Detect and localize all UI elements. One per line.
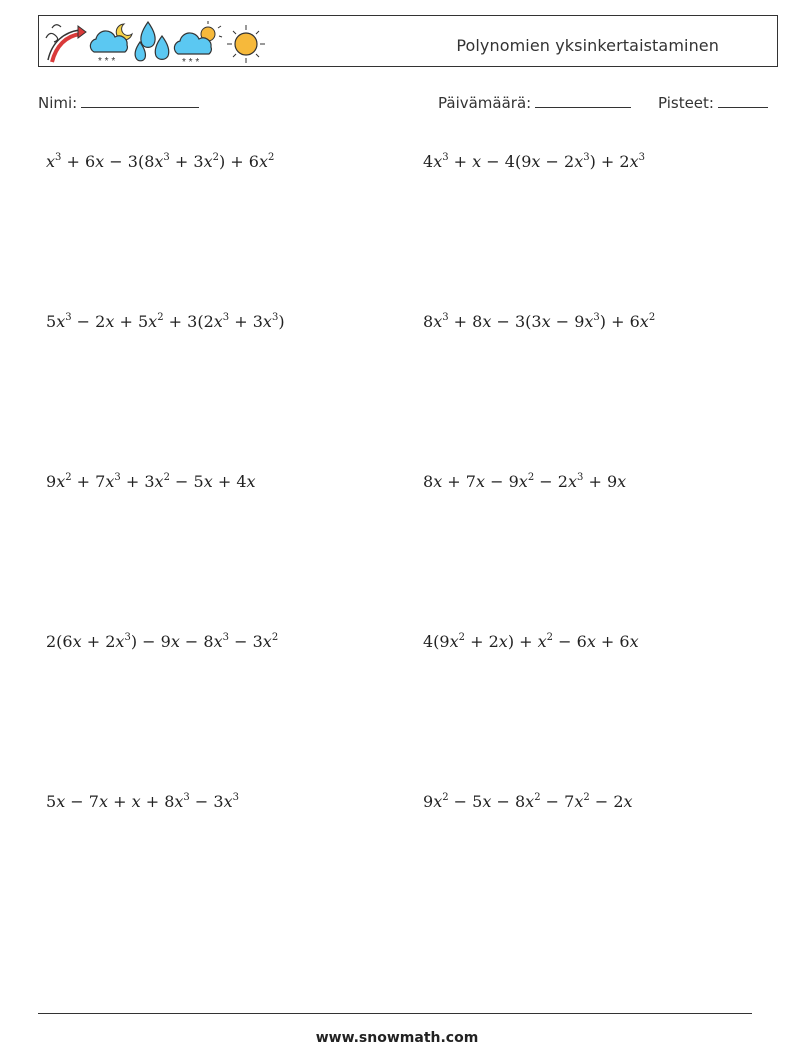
exponent: 3 [222, 312, 230, 323]
term-text: 8 [423, 472, 434, 491]
variable: x [56, 312, 66, 331]
variable: x [115, 632, 125, 651]
variable: x [258, 152, 268, 171]
exponent: 3 [163, 152, 170, 163]
term-text: ) [278, 312, 285, 331]
exponent: 3 [576, 472, 584, 483]
term-text: + 6 [61, 152, 96, 171]
term-text: ) + 6 [599, 312, 640, 331]
term-text: + 3(2 [163, 312, 214, 331]
term-text: + 3 [169, 152, 204, 171]
term-text: + 2 [465, 632, 499, 651]
variable: x [203, 472, 213, 491]
variable: x [433, 152, 443, 171]
term-text: + 7 [442, 472, 476, 491]
score-field [658, 93, 768, 112]
problem-1 [46, 152, 274, 171]
svg-text:* * *: * * * [98, 56, 116, 66]
problem-7 [46, 632, 278, 651]
problem-3 [46, 312, 285, 331]
exponent: 3 [442, 152, 449, 163]
variable: x [72, 632, 82, 651]
variable: x [629, 632, 639, 651]
variable: x [170, 632, 180, 651]
variable: x [203, 152, 213, 171]
term-text: 8 [423, 312, 434, 331]
cloud-sun-snow-icon [174, 21, 222, 66]
variable: x [56, 472, 66, 491]
variable: x [98, 792, 109, 811]
sun-icon [227, 25, 265, 63]
exponent: 3 [183, 792, 190, 803]
variable: x [623, 792, 633, 811]
problem-9 [46, 792, 239, 811]
variable: x [95, 152, 105, 171]
term-text: − 3 [189, 792, 224, 811]
variable: x [525, 792, 535, 811]
term-text: − 2 [589, 792, 624, 811]
term-text: + [108, 792, 132, 811]
term-text: − 8 [179, 632, 214, 651]
problem-8 [423, 632, 639, 651]
term-text: − 9 [485, 472, 519, 491]
variable: x [449, 632, 459, 651]
exponent: 2 [271, 632, 279, 643]
term-text: − 7 [65, 792, 99, 811]
variable: x [213, 312, 223, 331]
footer-url: www.snowmath.com [315, 1030, 479, 1046]
term-text: − 7 [540, 792, 575, 811]
term-text: 2(6 [46, 632, 73, 651]
weather-icons [42, 18, 272, 66]
variable: x [584, 312, 594, 331]
date-label: Päivämäärä: [438, 94, 532, 112]
exponent: 3 [65, 312, 72, 323]
term-text: − 5 [448, 792, 483, 811]
term-text: 4(9 [423, 632, 450, 651]
exponent: 3 [583, 152, 590, 163]
term-text: + 6 [595, 632, 630, 651]
exponent: 2 [163, 472, 170, 483]
term-text: ) − 9 [130, 632, 171, 651]
term-text: − 9 [550, 312, 585, 331]
variable: x [433, 792, 443, 811]
date-field [438, 93, 631, 112]
problem-6 [423, 472, 626, 491]
term-text: + 4 [212, 472, 247, 491]
variable: x [498, 632, 508, 651]
name-field [38, 93, 199, 112]
term-text: − 5 [169, 472, 204, 491]
variable: x [105, 312, 115, 331]
term-text: − 2 [534, 472, 568, 491]
term-text: − 3 [229, 632, 263, 651]
raindrops-icon [135, 22, 169, 61]
term-text: + 9 [583, 472, 618, 491]
name-label: Nimi: [38, 94, 78, 112]
variable: x [537, 632, 547, 651]
term-text: − 6 [553, 632, 587, 651]
variable: x [131, 792, 141, 811]
exponent: 3 [114, 472, 121, 483]
exponent: 3 [124, 632, 131, 643]
term-text: 5 [46, 792, 57, 811]
variable: x [475, 472, 486, 491]
exponent: 2 [65, 472, 72, 483]
term-text: − 2 [71, 312, 106, 331]
variable: x [148, 312, 158, 331]
variable: x [482, 792, 492, 811]
worksheet-title: Polynomien yksinkertaistaminen [456, 36, 719, 55]
score-blank[interactable] [718, 93, 768, 108]
term-text: 4 [423, 152, 434, 171]
svg-text:* * *: * * * [182, 57, 200, 66]
term-text: + 8 [140, 792, 175, 811]
date-blank[interactable] [535, 93, 631, 108]
term-text: ) + 2 [589, 152, 630, 171]
variable: x [567, 472, 577, 491]
term-text: − 3(3 [491, 312, 542, 331]
variable: x [541, 312, 551, 331]
problem-2 [423, 152, 645, 171]
term-text: − 8 [491, 792, 526, 811]
variable: x [482, 312, 492, 331]
term-text: + 2 [81, 632, 116, 651]
term-text: 9 [46, 472, 57, 491]
term-text: 5 [46, 312, 57, 331]
variable: x [223, 792, 233, 811]
worksheet-header [38, 15, 778, 67]
term-text: − 3(8 [104, 152, 155, 171]
variable: x [617, 472, 627, 491]
variable: x [639, 312, 649, 331]
variable: x [574, 792, 584, 811]
variable: x [262, 632, 272, 651]
exponent: 3 [271, 312, 279, 323]
exponent: 3 [222, 632, 230, 643]
term-text: + 8 [448, 312, 483, 331]
variable: x [586, 632, 596, 651]
cloud-moon-snow-icon [90, 24, 132, 66]
exponent: 3 [638, 152, 645, 163]
term-text: − 4(9 [481, 152, 532, 171]
variable: x [174, 792, 184, 811]
variable: x [472, 152, 482, 171]
exponent: 2 [458, 632, 466, 643]
term-text: + 7 [71, 472, 106, 491]
variable: x [531, 152, 541, 171]
variable: x [629, 152, 639, 171]
exponent: 2 [546, 632, 554, 643]
variable: x [433, 472, 443, 491]
variable: x [574, 152, 584, 171]
exponent: 3 [232, 792, 239, 803]
variable: x [56, 792, 66, 811]
wind-icon [46, 25, 86, 62]
exponent: 2 [648, 312, 656, 323]
term-text: + 3 [120, 472, 155, 491]
variable: x [262, 312, 272, 331]
problem-4 [423, 312, 655, 331]
exponent: 3 [593, 312, 600, 323]
exponent: 2 [268, 152, 275, 163]
exponent: 2 [583, 792, 590, 803]
variable: x [105, 472, 115, 491]
name-blank[interactable] [81, 93, 199, 108]
exponent: 2 [527, 472, 535, 483]
term-text: + 5 [114, 312, 149, 331]
term-text: − 2 [540, 152, 575, 171]
exponent: 2 [212, 152, 219, 163]
variable: x [154, 152, 164, 171]
term-text: + 3 [229, 312, 263, 331]
variable: x [154, 472, 164, 491]
variable: x [213, 632, 223, 651]
score-label: Pisteet: [658, 94, 714, 112]
term-text: ) + [507, 632, 538, 651]
exponent: 3 [55, 152, 62, 163]
problem-5 [46, 472, 256, 491]
variable: x [433, 312, 443, 331]
exponent: 2 [157, 312, 164, 323]
problem-10 [423, 792, 633, 811]
footer-divider [38, 1013, 752, 1014]
exponent: 3 [442, 312, 449, 323]
term-text: + [448, 152, 473, 171]
variable: x [46, 152, 56, 171]
term-text: ) + 6 [218, 152, 259, 171]
term-text: 9 [423, 792, 434, 811]
exponent: 2 [534, 792, 541, 803]
variable: x [518, 472, 528, 491]
exponent: 2 [442, 792, 449, 803]
variable: x [246, 472, 256, 491]
